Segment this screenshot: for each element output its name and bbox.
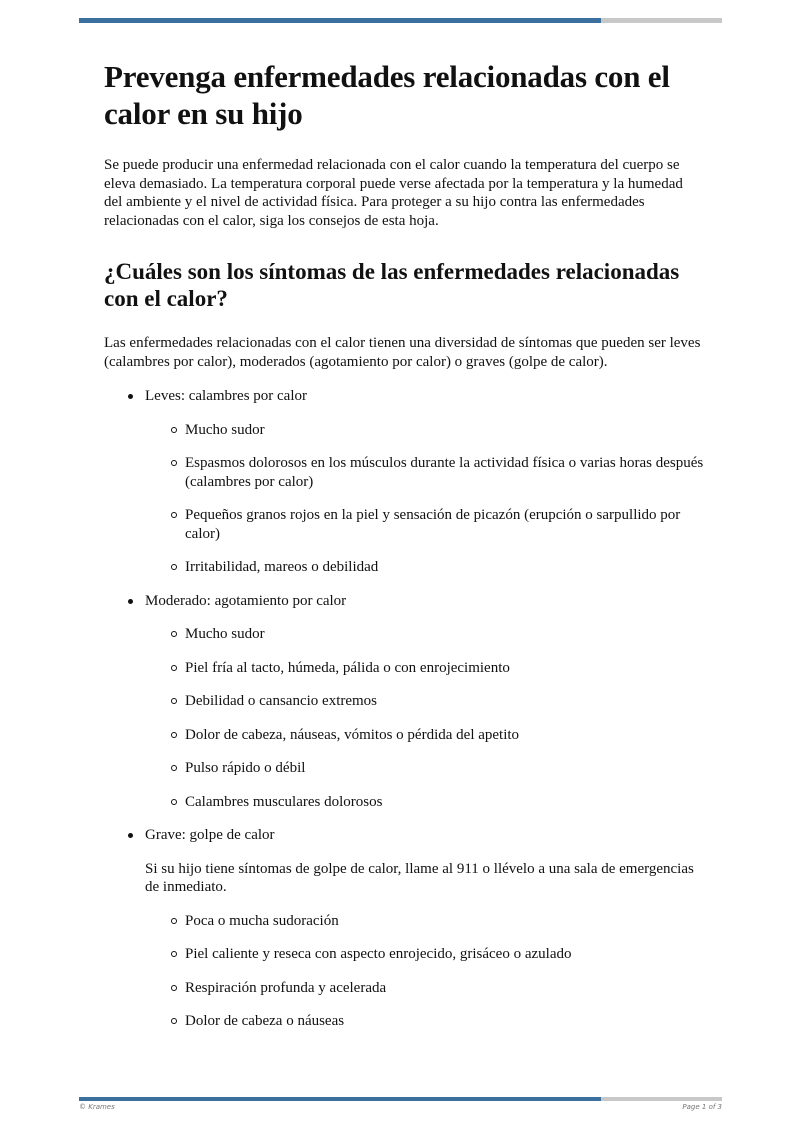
group-label: Grave: golpe de calor xyxy=(145,827,275,843)
list-item-text: Respiración profunda y acelerada xyxy=(185,979,387,996)
circle-bullet-icon xyxy=(171,512,177,518)
list-item xyxy=(145,759,704,778)
emergency-note: Si su hijo tiene síntomas de golpe de calor, llame al 911 o llévelo a una sala de emergencias de inmediato. xyxy=(145,860,694,895)
copyright-text: © Krames xyxy=(79,1103,115,1111)
circle-bullet-icon xyxy=(171,918,177,924)
list-item xyxy=(145,506,704,543)
symptom-list-moderate xyxy=(145,625,704,811)
footer-progress-bar xyxy=(79,1097,722,1101)
symptom-groups-list xyxy=(104,387,704,1031)
circle-bullet-icon xyxy=(171,732,177,738)
section-heading: ¿Cuáles son los síntomas de las enfermedades relacionadas con el calor? xyxy=(104,259,680,311)
list-item xyxy=(145,659,704,678)
list-item xyxy=(145,979,704,998)
list-item-text: Espasmos dolorosos en los músculos durante la actividad física o varias horas después (calambres por calor) xyxy=(185,455,704,490)
list-item xyxy=(145,726,704,745)
list-item xyxy=(145,793,704,812)
list-item-text: Piel caliente y reseca con aspecto enrojecido, grisáceo o azulado xyxy=(185,946,572,962)
list-item-text: Pulso rápido o débil xyxy=(185,760,306,776)
circle-bullet-icon xyxy=(171,665,177,671)
section-lead-paragraph: Las enfermedades relacionadas con el calor tienen una diversidad de síntomas que pueden ser leves (calambres por calor), moderados (agotamiento por calor) o graves (golpe de calor). xyxy=(104,335,701,370)
list-item xyxy=(145,421,704,440)
symptom-group-severe xyxy=(104,826,704,1031)
circle-bullet-icon xyxy=(171,1018,177,1024)
list-item xyxy=(145,912,704,931)
list-item-text: Debilidad o cansancio extremos xyxy=(185,693,378,709)
page-number: Page 1 of 3 xyxy=(682,1103,722,1111)
list-item xyxy=(145,945,704,964)
list-item-text: Pequeños granos rojos en la piel y sensación de picazón (erupción o sarpullido por calor) xyxy=(185,507,681,542)
list-item xyxy=(145,1012,704,1031)
circle-bullet-icon xyxy=(171,631,177,637)
list-item-text: Piel fría al tacto, húmeda, pálida o con enrojecimiento xyxy=(185,659,510,676)
symptom-list-mild xyxy=(145,421,704,577)
symptom-group-moderate xyxy=(104,592,704,812)
circle-bullet-icon xyxy=(171,951,177,957)
list-item-text: Dolor de cabeza o náuseas xyxy=(185,1013,345,1029)
circle-bullet-icon xyxy=(171,985,177,991)
list-item-text: Calambres musculares dolorosos xyxy=(185,793,383,810)
circle-bullet-icon xyxy=(171,799,177,805)
circle-bullet-icon xyxy=(171,460,177,466)
symptom-list-severe xyxy=(145,912,704,1031)
bullet-icon xyxy=(128,599,133,604)
symptom-group-mild xyxy=(104,387,704,577)
group-label: Moderado: agotamiento por calor xyxy=(145,592,347,609)
bullet-icon xyxy=(128,394,133,399)
list-item xyxy=(145,625,704,644)
circle-bullet-icon xyxy=(171,427,177,433)
intro-paragraph: Se puede producir una enfermedad relacionada con el calor cuando la temperatura del cuerpo se eleva demasiado. La temperatura corporal puede verse afectada por la temperatura y la humedad del ambiente y el nivel de actividad física. Para proteger a su hijo contra las enfermedades relacionadas con el calor, siga los consejos de esta hoja. xyxy=(104,157,683,229)
header-progress-bar xyxy=(79,18,722,23)
list-item xyxy=(145,454,704,491)
list-item xyxy=(145,692,704,711)
circle-bullet-icon xyxy=(171,564,177,570)
footer-progress-fill xyxy=(79,1097,601,1101)
group-label: Leves: calambres por calor xyxy=(145,388,308,404)
circle-bullet-icon xyxy=(171,765,177,771)
list-item-text: Poca o mucha sudoración xyxy=(185,912,339,929)
bullet-icon xyxy=(128,833,133,838)
list-item-text: Mucho sudor xyxy=(185,626,265,642)
list-item-text: Mucho sudor xyxy=(185,421,265,438)
list-item-text: Dolor de cabeza, náuseas, vómitos o pérdida del apetito xyxy=(185,726,520,743)
list-item-text: Irritabilidad, mareos o debilidad xyxy=(185,559,379,575)
page-title: Prevenga enfermedades relacionadas con el calor en su hijo xyxy=(104,59,670,131)
header-progress-fill xyxy=(79,18,601,23)
circle-bullet-icon xyxy=(171,698,177,704)
list-item xyxy=(145,558,704,577)
document-body xyxy=(104,58,704,1031)
